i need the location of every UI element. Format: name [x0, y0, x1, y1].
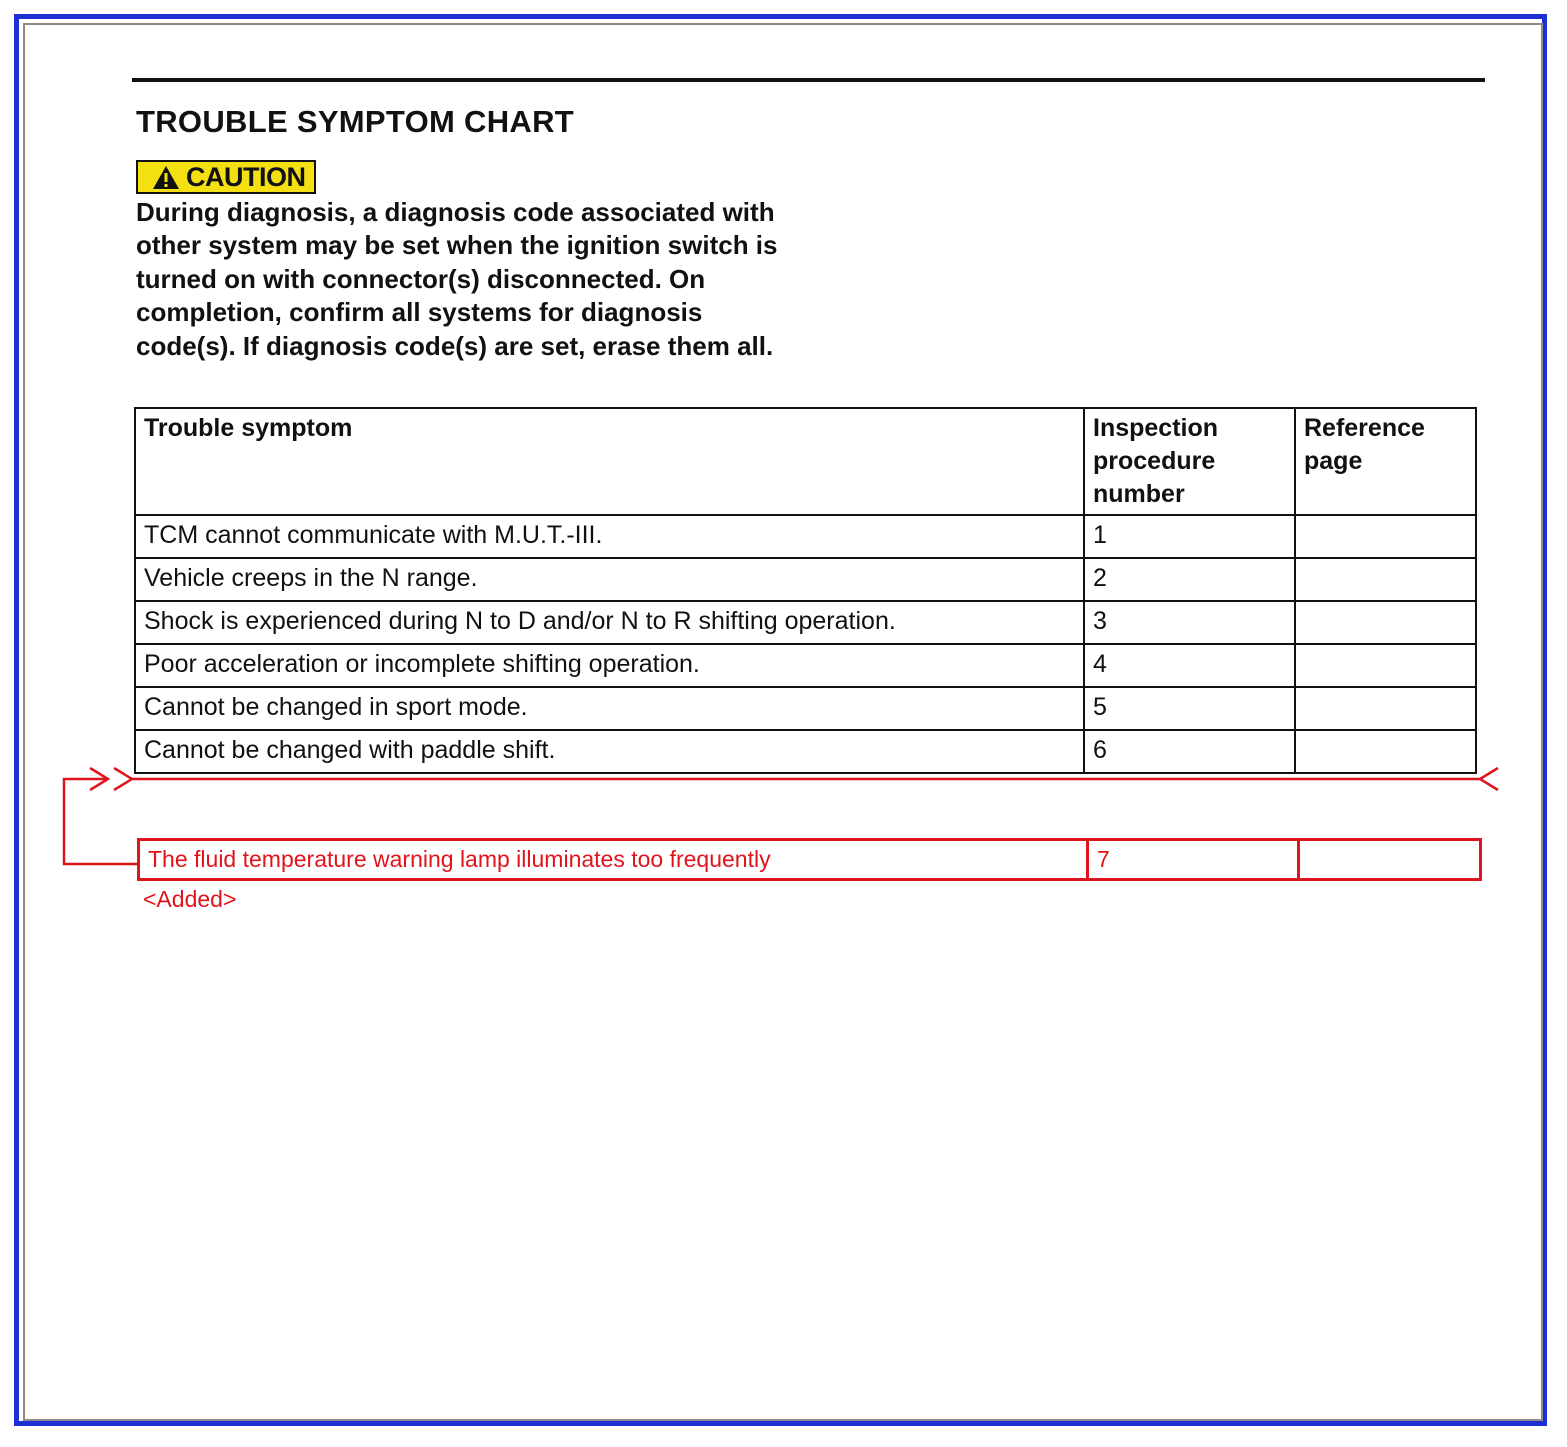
added-table-row: [139, 840, 1481, 880]
procedure-number-cell: 6: [1084, 730, 1295, 773]
added-procedure-number-cell: 7: [1088, 840, 1299, 880]
page-title: TROUBLE SYMPTOM CHART: [136, 104, 574, 139]
procedure-number-cell: 4: [1084, 644, 1295, 687]
caution-label: CAUTION: [186, 161, 306, 192]
header-reference-page: Reference page: [1295, 408, 1476, 515]
symptom-cell: Poor acceleration or incomplete shifting operation.: [135, 644, 1084, 687]
procedure-number-cell: 3: [1084, 601, 1295, 644]
symptom-cell: Cannot be changed with paddle shift.: [135, 730, 1084, 773]
added-note: <Added>: [143, 886, 237, 912]
added-reference-page-cell: [1299, 840, 1481, 880]
procedure-number-cell: 5: [1084, 687, 1295, 730]
header-inspection-procedure: Inspection procedure number: [1084, 408, 1295, 515]
header-trouble-symptom: Trouble symptom: [135, 408, 1084, 515]
added-row-table: [137, 838, 1482, 881]
insert-chevron-icon: [114, 768, 132, 790]
symptom-cell: Cannot be changed in sport mode.: [135, 687, 1084, 730]
added-symptom-cell: The fluid temperature warning lamp illuminates too frequently: [139, 840, 1088, 880]
symptom-cell: TCM cannot communicate with M.U.T.-III.: [135, 515, 1084, 558]
symptom-cell: Vehicle creeps in the N range.: [135, 558, 1084, 601]
caution-text: During diagnosis, a diagnosis code associated with other system may be set when the ignition switch is turned on with connector(s) disconnected. On completion, confirm all systems for diagnosis code(s). If diagnosis code(s) are set, erase them all.: [136, 197, 778, 361]
symptom-cell: Shock is experienced during N to D and/or N to R shifting operation.: [135, 601, 1084, 644]
insert-arrow-icon: [64, 779, 137, 864]
procedure-number-cell: 1: [1084, 515, 1295, 558]
insert-chevron-right-icon: [1480, 768, 1498, 790]
procedure-number-cell: 2: [1084, 558, 1295, 601]
